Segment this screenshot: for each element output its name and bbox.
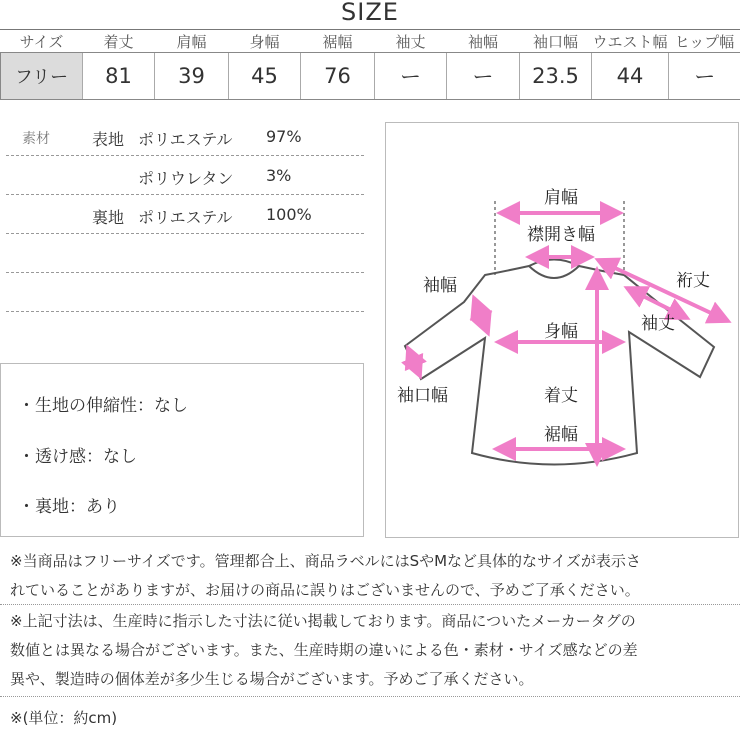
material-part: 裏地 xyxy=(92,208,125,227)
size-table xyxy=(0,30,740,100)
header-size: サイズ xyxy=(19,32,64,51)
value-hip-width: ー xyxy=(669,53,740,100)
header-sleeve-length: 袖丈 xyxy=(395,32,426,51)
material-divider xyxy=(6,272,364,273)
header-hem-width: 裾幅 xyxy=(322,32,353,51)
label-cuff: 袖口幅 xyxy=(397,386,448,406)
value-size: フリー xyxy=(1,53,83,100)
value-body-width: 45 xyxy=(229,53,301,100)
note-line: 数値とは異なる場合がございます。また、生産時期の違いによる色・素材・サイズ感などの差 xyxy=(10,641,638,659)
material-fabric: ポリエステル xyxy=(138,130,233,149)
size-value-row xyxy=(1,53,740,100)
material-label: 素材 xyxy=(22,131,50,147)
header-body-width: 身幅 xyxy=(249,32,280,51)
measurement-note xyxy=(10,607,740,694)
header-hip-width: ヒップ幅 xyxy=(674,32,735,51)
header-length: 着丈 xyxy=(103,32,134,51)
note-line: ※上記寸法は、生産時に指示した寸法に従い掲載しております。商品についたメーカータグの xyxy=(10,612,636,630)
label-length: 着丈 xyxy=(544,386,578,406)
garment-diagram xyxy=(385,122,739,538)
label-hem: 裾幅 xyxy=(544,425,578,445)
note-divider xyxy=(0,696,740,697)
note-line: 異や、製造時の個体差が多少生じる場合がございます。予めご了承ください。 xyxy=(10,670,534,688)
label-neck: 襟開き幅 xyxy=(527,225,595,245)
value-hem-width: 76 xyxy=(301,53,375,100)
material-percent: 100% xyxy=(266,205,312,224)
lining-feature: ・裏地：あり xyxy=(18,497,120,517)
cuff-arrow xyxy=(408,348,420,376)
material-divider xyxy=(6,311,364,312)
value-waist-width: 44 xyxy=(592,53,669,100)
header-sleeve-width: 袖幅 xyxy=(467,32,498,51)
value-sleeve-length: ー xyxy=(375,53,447,100)
header-shoulder: 肩幅 xyxy=(176,32,207,51)
unit-note: ※(単位：約cm) xyxy=(10,709,118,727)
header-cuff-width: 袖口幅 xyxy=(532,32,578,51)
material-part: 表地 xyxy=(92,130,125,149)
label-shoulder: 肩幅 xyxy=(544,188,578,208)
value-shoulder: 39 xyxy=(155,53,229,100)
sheerness-feature: ・透け感：なし xyxy=(18,447,137,467)
header-waist-width: ウエスト幅 xyxy=(592,32,668,51)
note-line: ※当商品はフリーサイズです。管理都合上、商品ラベルにはSやMなど具体的なサイズが表示さ xyxy=(10,552,641,570)
material-divider xyxy=(6,155,364,156)
stretch-feature: ・生地の伸縮性：なし xyxy=(18,396,188,416)
label-raglan: 裄丈 xyxy=(676,271,710,291)
material-percent: 97% xyxy=(266,127,302,146)
label-sleeve-width: 袖幅 xyxy=(423,276,457,296)
material-fabric: ポリエステル xyxy=(138,208,233,227)
sleeve-width-arrow xyxy=(474,298,488,333)
value-cuff-width: 23.5 xyxy=(520,53,592,100)
free-size-note xyxy=(10,547,740,605)
material-divider xyxy=(6,233,364,234)
garment-illustration xyxy=(386,123,738,537)
size-header-row xyxy=(1,30,740,53)
size-title: SIZE xyxy=(341,0,399,26)
value-length: 81 xyxy=(83,53,155,100)
material-divider xyxy=(6,194,364,195)
label-body-width: 身幅 xyxy=(544,322,578,342)
note-line: れていることがありますが、お届けの商品に誤りはございませんので、予めご了承ください。 xyxy=(10,581,640,599)
material-percent: 3% xyxy=(266,166,292,185)
material-fabric: ポリウレタン xyxy=(138,169,234,188)
label-sleeve-length: 袖丈 xyxy=(641,314,675,334)
note-divider xyxy=(0,604,740,605)
value-sleeve-width: ー xyxy=(447,53,520,100)
